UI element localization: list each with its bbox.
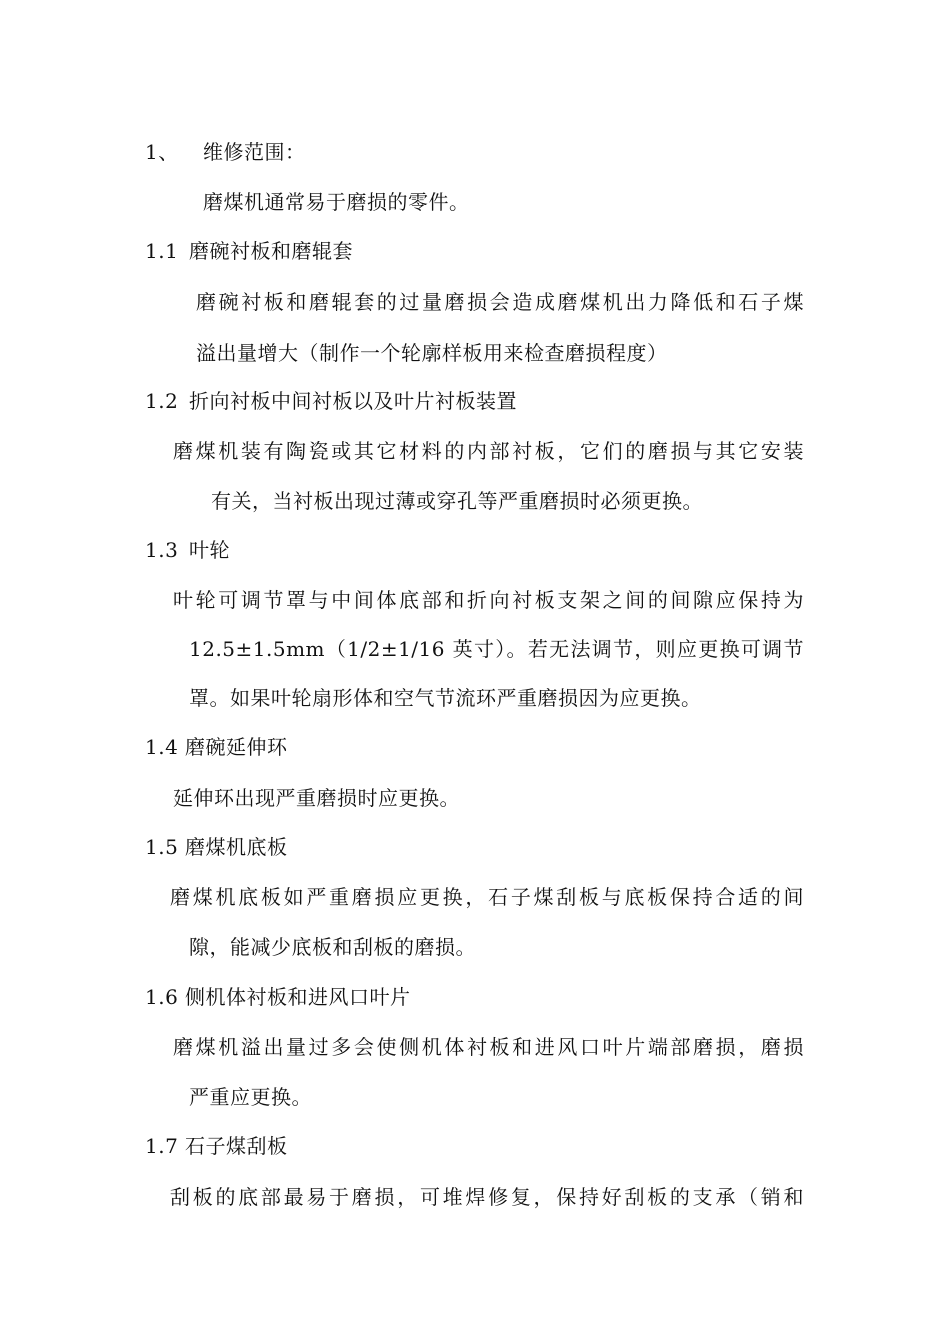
section-heading-1-2	[145, 387, 517, 415]
section-number: 1.3	[145, 538, 179, 562]
section-heading-1-1	[145, 237, 353, 265]
paragraph-line: 罩。如果叶轮扇形体和空气节流环严重磨损因为应更换。	[189, 686, 702, 710]
paragraph-line: 磨煤机装有陶瓷或其它材料的内部衬板，它们的磨损与其它安装	[173, 439, 804, 463]
section-title: 叶轮	[189, 538, 230, 562]
paragraph-line: 严重应更换。	[189, 1085, 312, 1109]
paragraph-line: 延伸环出现严重磨损时应更换。	[173, 786, 460, 810]
section-number: 1.6	[145, 985, 179, 1009]
section-number: 1.4	[145, 735, 179, 759]
paragraph-line: 叶轮可调节罩与中间体底部和折向衬板支架之间的间隙应保持为	[173, 588, 804, 612]
paragraph-line: 磨碗衬板和磨辊套的过量磨损会造成磨煤机出力降低和石子煤	[196, 290, 804, 314]
paragraph-line: 有关，当衬板出现过薄或穿孔等严重磨损时必须更换。	[211, 489, 703, 513]
section-heading-1	[145, 138, 306, 166]
paragraph-line: 隙，能减少底板和刮板的磨损。	[189, 935, 476, 959]
section-number: 1.2	[145, 389, 179, 413]
paragraph-line: 刮板的底部最易于磨损，可堆焊修复，保持好刮板的支承（销和	[170, 1185, 804, 1209]
section-number: 1.5	[145, 835, 179, 859]
paragraph-line: 溢出量增大（制作一个轮廓样板用来检查磨损程度）	[196, 341, 668, 365]
section-heading-1-3	[145, 536, 230, 564]
section-heading-1-6	[145, 983, 411, 1011]
section-title: 维修范围：	[203, 140, 306, 164]
section-heading-1-4	[145, 733, 288, 761]
section-number: 1、	[145, 140, 179, 164]
paragraph-line: 磨煤机通常易于磨损的零件。	[203, 190, 470, 214]
paragraph-line: 12.5±1.5mm（1/2±1/16 英寸）。若无法调节，则应更换可调节	[189, 637, 804, 661]
paragraph-line: 磨煤机底板如严重磨损应更换，石子煤刮板与底板保持合适的间	[170, 885, 804, 909]
section-heading-1-7	[145, 1132, 288, 1160]
section-title: 磨煤机底板	[185, 835, 288, 859]
section-number: 1.7	[145, 1134, 179, 1158]
section-heading-1-5	[145, 833, 288, 861]
section-title: 磨碗衬板和磨辊套	[189, 239, 353, 263]
section-title: 石子煤刮板	[185, 1134, 288, 1158]
section-title: 折向衬板中间衬板以及叶片衬板装置	[189, 389, 517, 413]
paragraph-line: 磨煤机溢出量过多会使侧机体衬板和进风口叶片端部磨损，磨损	[173, 1035, 804, 1059]
section-number: 1.1	[145, 239, 179, 263]
section-title: 侧机体衬板和进风口叶片	[185, 985, 411, 1009]
section-title: 磨碗延伸环	[185, 735, 288, 759]
